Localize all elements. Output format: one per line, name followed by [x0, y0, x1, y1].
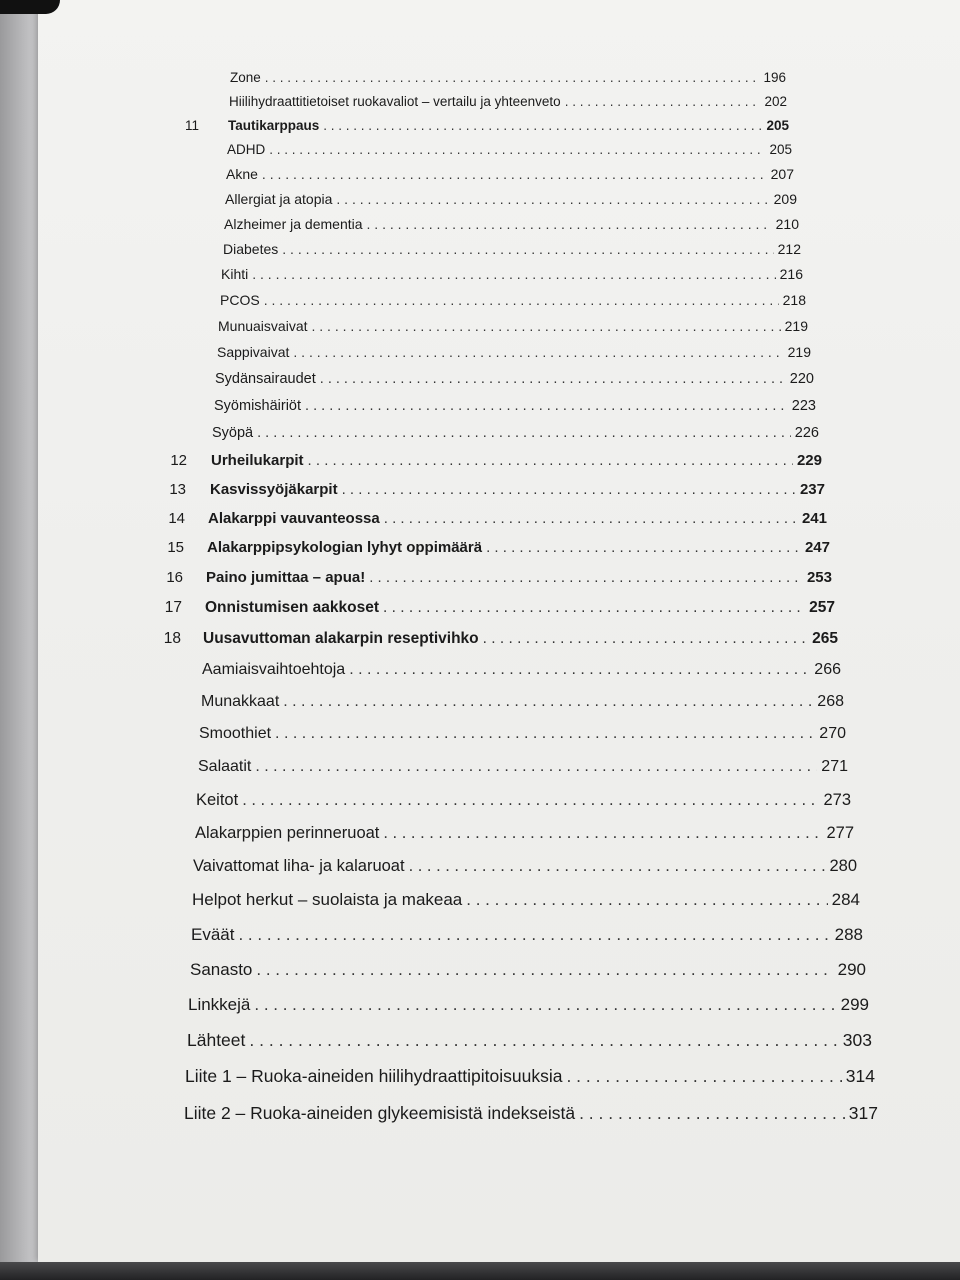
- dot-leader: [383, 598, 805, 618]
- toc-entry-page-number: 237: [799, 481, 825, 498]
- toc-entry: [185, 1066, 875, 1088]
- toc-entry: [198, 757, 848, 777]
- toc-entry: [203, 629, 838, 649]
- toc-entry: [221, 265, 803, 283]
- dot-leader: [264, 291, 779, 309]
- toc-entry: [208, 509, 827, 528]
- toc-entry-title: Kasvissyöjäkarpit: [210, 481, 338, 498]
- toc-entry-page-number: 317: [848, 1102, 878, 1123]
- toc-entry-page-number: 273: [823, 790, 851, 809]
- dot-leader: [305, 397, 788, 416]
- toc-entry: [201, 692, 844, 712]
- toc-entry-page-number: 205: [769, 141, 792, 157]
- dot-leader: [256, 959, 833, 980]
- chapter-number: 12: [170, 452, 187, 469]
- dot-leader: [255, 757, 817, 777]
- toc-entry-page-number: 207: [770, 166, 794, 182]
- dot-leader: [293, 343, 783, 361]
- dot-leader: [269, 141, 765, 159]
- toc-entry-title: Eväät: [191, 925, 235, 944]
- toc-entry: [217, 343, 811, 361]
- toc-entry: [224, 215, 799, 233]
- toc-entry-page-number: 216: [779, 266, 803, 282]
- toc-entry: [226, 165, 794, 183]
- toc-entry-page-number: 303: [842, 1029, 872, 1050]
- dot-leader: [367, 215, 772, 233]
- toc-entry: [210, 480, 825, 499]
- toc-entry-page-number: 223: [791, 397, 816, 414]
- toc-entry-page-number: 247: [804, 539, 830, 556]
- toc-entry-title: Liite 1 – Ruoka-aineiden hiilihydraattipitoisuuksia: [185, 1065, 563, 1086]
- dot-leader: [409, 856, 826, 877]
- toc-entry-title: ADHD: [227, 141, 266, 157]
- dot-leader: [262, 165, 767, 183]
- toc-entry-title: Sappivaivat: [217, 344, 290, 360]
- toc-entry-page-number: 212: [777, 241, 801, 257]
- toc-entry-title: Linkkejä: [188, 995, 251, 1014]
- toc-entry: [207, 538, 830, 557]
- toc-entry: [223, 240, 801, 258]
- toc-entry-title: Munakkaat: [201, 693, 280, 710]
- toc-entry: [205, 598, 835, 618]
- toc-entry-title: PCOS: [220, 292, 260, 308]
- toc-entry-page-number: 229: [796, 452, 822, 469]
- dot-leader: [466, 889, 827, 910]
- toc-entry-title: Smoothiet: [199, 725, 272, 742]
- dot-leader: [308, 451, 793, 470]
- toc-entry-title: Diabetes: [223, 241, 279, 257]
- toc-entry: [214, 397, 816, 416]
- toc-entry-title: Uusavuttoman alakarpin reseptivihko: [203, 629, 479, 647]
- toc-entry: [220, 291, 806, 309]
- toc-entry: [212, 424, 819, 443]
- toc-entry: [215, 370, 814, 389]
- toc-entry-page-number: 257: [809, 598, 835, 616]
- toc-entry: [192, 889, 860, 910]
- toc-entry-title: Liite 2 – Ruoka-aineiden glykeemisistä indekseistä: [184, 1102, 576, 1123]
- toc-entry-page-number: 218: [782, 292, 806, 308]
- toc-entry-page-number: 205: [766, 117, 789, 133]
- toc-entry-page-number: 241: [801, 510, 827, 527]
- toc-entry-title: Tautikarppaus: [228, 117, 320, 133]
- dot-leader: [369, 568, 803, 587]
- dot-leader: [384, 509, 798, 528]
- toc-entry-title: Hiilihydraattitietoiset ruokavaliot – vertailu ja yhteenveto: [229, 93, 561, 109]
- toc-entry-page-number: 196: [763, 69, 786, 85]
- toc-entry-title: Alakarppipsykologian lyhyt oppimäärä: [207, 539, 483, 556]
- toc-entry-page-number: 253: [806, 569, 832, 586]
- toc-entry: [227, 141, 792, 159]
- toc-entry-title: Sanasto: [190, 960, 253, 979]
- toc-entry-title: Vaivattomat liha- ja kalaruoat: [193, 856, 405, 875]
- toc-entry-page-number: 210: [775, 216, 799, 232]
- dot-leader: [252, 265, 775, 283]
- dot-leader: [486, 538, 801, 557]
- toc-entry: [188, 994, 869, 1015]
- toc-entry-title: Alakarppi vauvanteossa: [208, 510, 380, 527]
- toc-entry-title: Munuaisvaivat: [218, 318, 308, 334]
- toc-entry-title: Aamiaisvaihtoehtoja: [202, 661, 346, 678]
- toc-entry-title: Kihti: [221, 266, 249, 282]
- chapter-number: 17: [164, 598, 182, 616]
- toc-entry-page-number: 288: [834, 925, 863, 944]
- dot-leader: [342, 480, 796, 499]
- toc-entry-title: Helpot herkut – suolaista ja makeaa: [192, 890, 463, 909]
- dot-leader: [323, 117, 762, 135]
- chapter-number: 11: [184, 117, 199, 133]
- dot-leader: [566, 1066, 841, 1088]
- toc-entry: [196, 790, 851, 811]
- dot-leader: [483, 629, 808, 649]
- toc-entry: [218, 317, 808, 335]
- toc-entry-title: Sydänsairaudet: [215, 370, 316, 387]
- toc-entry-page-number: 280: [829, 856, 857, 875]
- toc-entry-title: Keitot: [196, 790, 239, 809]
- toc-entry-page-number: 219: [787, 344, 811, 360]
- chapter-number: 16: [166, 569, 183, 586]
- toc-entry-page-number: 209: [773, 191, 797, 207]
- toc-entry: [191, 924, 863, 945]
- toc-entry-title: Urheilukarpit: [211, 452, 304, 469]
- dot-leader: [265, 69, 760, 87]
- toc-entry: [202, 660, 841, 680]
- dot-leader: [282, 240, 773, 258]
- toc-entry: [199, 724, 846, 744]
- toc-entry: [190, 959, 866, 980]
- dot-leader: [249, 1030, 838, 1052]
- dot-leader: [254, 994, 836, 1015]
- toc-entry-page-number: 270: [819, 725, 846, 742]
- dot-leader: [238, 924, 830, 945]
- toc-entry-page-number: 299: [840, 995, 869, 1014]
- toc-entry-title: Lähteet: [187, 1029, 246, 1050]
- toc-entry-title: Akne: [226, 166, 258, 182]
- toc-entry: [195, 823, 854, 844]
- dot-leader: [275, 724, 815, 744]
- toc-entry-title: Allergiat ja atopia: [225, 191, 333, 207]
- dot-leader: [383, 823, 822, 844]
- dot-leader: [320, 370, 786, 389]
- toc-entry-page-number: 277: [826, 823, 854, 842]
- toc-entry-page-number: 271: [821, 758, 848, 775]
- dot-leader: [312, 317, 781, 335]
- toc-entry-page-number: 314: [845, 1065, 875, 1086]
- dot-leader: [242, 790, 819, 811]
- toc-entry: [187, 1030, 872, 1052]
- chapter-number: 18: [163, 629, 181, 647]
- dot-leader: [336, 190, 769, 208]
- dot-leader: [283, 692, 813, 712]
- toc-entry-page-number: 266: [814, 661, 841, 678]
- toc-entry-page-number: 284: [831, 890, 860, 909]
- dot-leader: [349, 660, 810, 680]
- dot-leader: [579, 1103, 845, 1125]
- toc-entry-page-number: 290: [837, 960, 866, 979]
- toc-entry-title: Paino jumittaa – apua!: [206, 569, 366, 586]
- chapter-number: 14: [168, 510, 185, 527]
- toc-entry-title: Salaatit: [198, 758, 252, 775]
- toc-entry-page-number: 226: [794, 424, 819, 441]
- toc-entry-title: Alakarppien perinneruoat: [195, 823, 380, 842]
- toc-entry: [206, 568, 832, 587]
- toc-entry-title: Zone: [230, 69, 261, 85]
- toc-entry: [228, 117, 789, 135]
- toc-entry: [225, 190, 797, 208]
- toc-entry: [193, 856, 857, 877]
- toc-entry: [229, 93, 787, 111]
- toc-entry-title: Syömishäiriöt: [214, 397, 302, 414]
- toc-entry: [184, 1103, 878, 1125]
- dot-leader: [257, 424, 791, 443]
- toc-entry-title: Onnistumisen aakkoset: [205, 598, 380, 616]
- toc-entry-title: Alzheimer ja dementia: [224, 216, 363, 232]
- toc-entry: [230, 69, 786, 87]
- chapter-number: 13: [169, 481, 186, 498]
- toc-entry-page-number: 268: [817, 693, 844, 710]
- toc-entry-title: Syöpä: [212, 424, 254, 441]
- chapter-number: 15: [167, 539, 184, 556]
- dot-leader: [565, 93, 761, 111]
- toc-entry: [211, 451, 822, 470]
- toc-entry-page-number: 265: [812, 629, 838, 647]
- toc-entry-page-number: 219: [784, 318, 808, 334]
- toc-entry-page-number: 220: [789, 370, 814, 387]
- toc-entry-page-number: 202: [764, 93, 787, 109]
